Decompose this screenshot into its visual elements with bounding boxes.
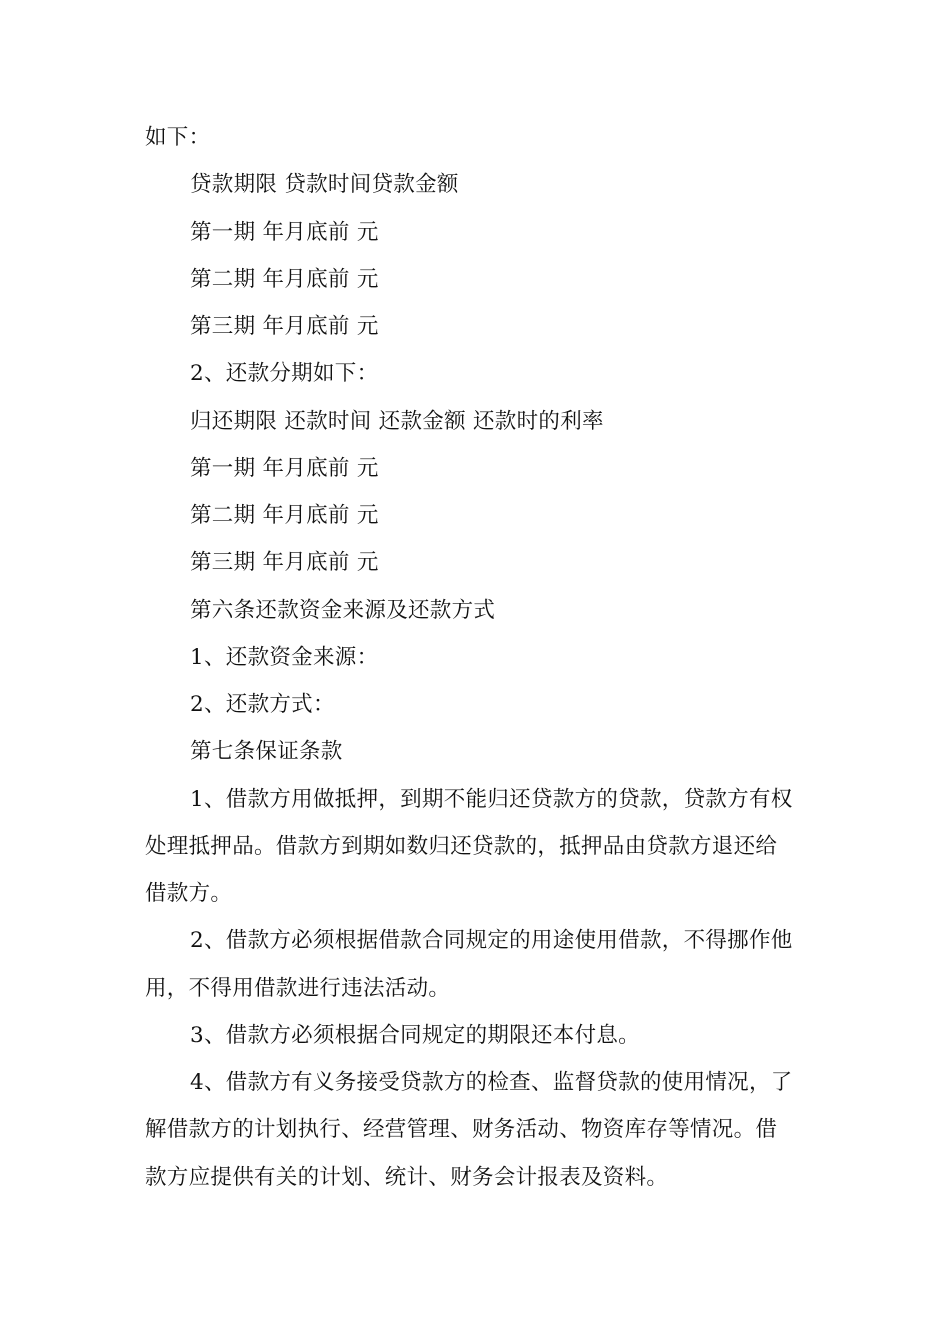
repayment-row-3: 第三期 年月底前 元 <box>190 550 379 576</box>
loan-table-header: 贷款期限 贷款时间贷款金额 <box>190 172 459 198</box>
repayment-heading: 2、还款分期如下： <box>190 361 379 387</box>
loan-row-3: 第三期 年月底前 元 <box>190 314 379 339</box>
clause-1-line-1: 1、借款方用做抵押，到期不能归还贷款方的贷款，贷款方有权 <box>190 786 793 812</box>
document-page <box>145 114 807 1201</box>
loan-row-2: 第二期 年月底前 元 <box>190 266 379 292</box>
article-7-heading: 第七条保证条款 <box>190 739 343 765</box>
clause-2-line-2: 用，不得用借款进行违法活动。 <box>145 975 451 1001</box>
clause-4-line-2: 解借款方的计划执行、经营管理、财务活动、物资库存等情况。借 <box>145 1117 778 1143</box>
repayment-method: 2、还款方式： <box>190 692 335 717</box>
loan-row-1: 第一期 年月底前 元 <box>190 219 379 245</box>
text-line: 如下： <box>145 125 211 150</box>
clause-4-line-3: 款方应提供有关的计划、统计、财务会计报表及资料。 <box>145 1164 669 1190</box>
clause-1-line-2: 处理抵押品。借款方到期如数归还贷款的，抵押品由贷款方退还给 <box>145 833 778 859</box>
funding-source: 1、还款资金来源： <box>190 644 379 670</box>
repayment-row-2: 第二期 年月底前 元 <box>190 503 379 528</box>
article-6-heading: 第六条还款资金来源及还款方式 <box>190 597 496 623</box>
clause-2-line-1: 2、借款方必须根据借款合同规定的用途使用借款，不得挪作他 <box>190 928 793 954</box>
repayment-table-header: 归还期限 还款时间 还款金额 还款时的利率 <box>190 408 604 434</box>
repayment-row-1: 第一期 年月底前 元 <box>190 455 379 481</box>
clause-1-line-3: 借款方。 <box>145 881 233 906</box>
clause-4-line-1: 4、借款方有义务接受贷款方的检查、监督贷款的使用情况，了 <box>190 1070 793 1095</box>
clause-3: 3、借款方必须根据合同规定的期限还本付息。 <box>190 1022 640 1048</box>
